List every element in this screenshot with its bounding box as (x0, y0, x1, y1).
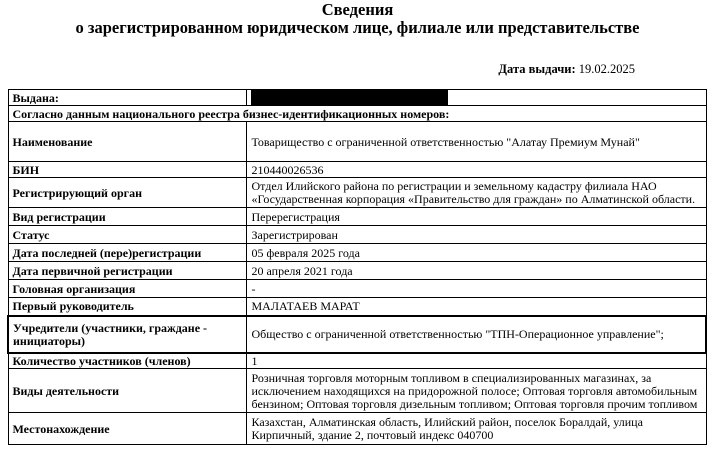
row-label: Статус (8, 226, 246, 244)
table-row (8, 413, 706, 445)
issue-date (498, 62, 635, 77)
row-label: Учредители (участники, граждане - инициаторы) (8, 316, 246, 353)
registry-note: Согласно данным национального реестра бизнес-идентификационных номеров: (8, 106, 706, 122)
row-label: Дата последней (пере)регистрации (8, 244, 246, 262)
row-value: Казахстан, Алматинская область, Илийский район, поселок Боралдай, улица Кирпичный, здание 2, почтовый индекс 040700 (246, 413, 706, 445)
row-value: Розничная торговля моторным топливом в специализированных магазинах, за исключением находящихся на придорожной полосе; Оптовая торговля автомобильным бензином; Оптовая торговля дизельным топливом; Оптовая торговля прочим топливом (246, 369, 706, 413)
issued-label: Выдана: (8, 90, 246, 106)
row-value: Перерегистрация (246, 208, 706, 226)
row-label: Количество участников (членов) (8, 353, 246, 369)
row-value: Общество с ограниченной ответственностью "ТПН-Операционное управление"; (246, 316, 706, 353)
row-label: Головная организация (8, 280, 246, 298)
document-subtitle: о зарегистрированном юридическом лице, филиале или представительстве (75, 18, 640, 37)
redaction-bar (251, 90, 448, 105)
row-label: Первый руководитель (8, 298, 246, 316)
registry-table (7, 89, 707, 445)
row-label: Вид регистрации (8, 208, 246, 226)
row-value: 210440026536 (246, 162, 706, 178)
row-value: Товарищество с ограниченной ответственностью "Алатау Премиум Мунай" (246, 122, 706, 162)
row-value: 05 февраля 2025 года (246, 244, 706, 262)
row-value: Зарегистрирован (246, 226, 706, 244)
row-label: Виды деятельности (8, 369, 246, 413)
table-row (8, 353, 706, 369)
row-value: - (246, 280, 706, 298)
issued-value (246, 90, 706, 106)
row-label: Местонахождение (8, 413, 246, 445)
table-row (8, 262, 706, 280)
row-label: Регистрирующий орган (8, 178, 246, 208)
row-value: 1 (246, 353, 706, 369)
issued-row (8, 90, 706, 106)
table-row (8, 122, 706, 162)
row-value: Отдел Илийского района по регистрации и земельному кадастру филиала НАО «Государственная корпорация «Правительство для граждан» по Алматинской области. (246, 178, 706, 208)
table-row (8, 316, 706, 353)
table-row (8, 280, 706, 298)
document-title: Сведения (321, 0, 394, 19)
issue-date-value: 19.02.2025 (578, 62, 635, 76)
table-row (8, 178, 706, 208)
row-label: Наименование (8, 122, 246, 162)
row-label: Дата первичной регистрации (8, 262, 246, 280)
row-label: БИН (8, 162, 246, 178)
table-row (8, 244, 706, 262)
registry-note-row (8, 106, 706, 122)
table-row (8, 298, 706, 316)
row-value: 20 апреля 2021 года (246, 262, 706, 280)
row-value: МАЛАТАЕВ МАРАТ (246, 298, 706, 316)
table-row (8, 208, 706, 226)
issue-date-label: Дата выдачи: (498, 62, 576, 76)
table-row (8, 369, 706, 413)
table-row (8, 226, 706, 244)
table-row (8, 162, 706, 178)
